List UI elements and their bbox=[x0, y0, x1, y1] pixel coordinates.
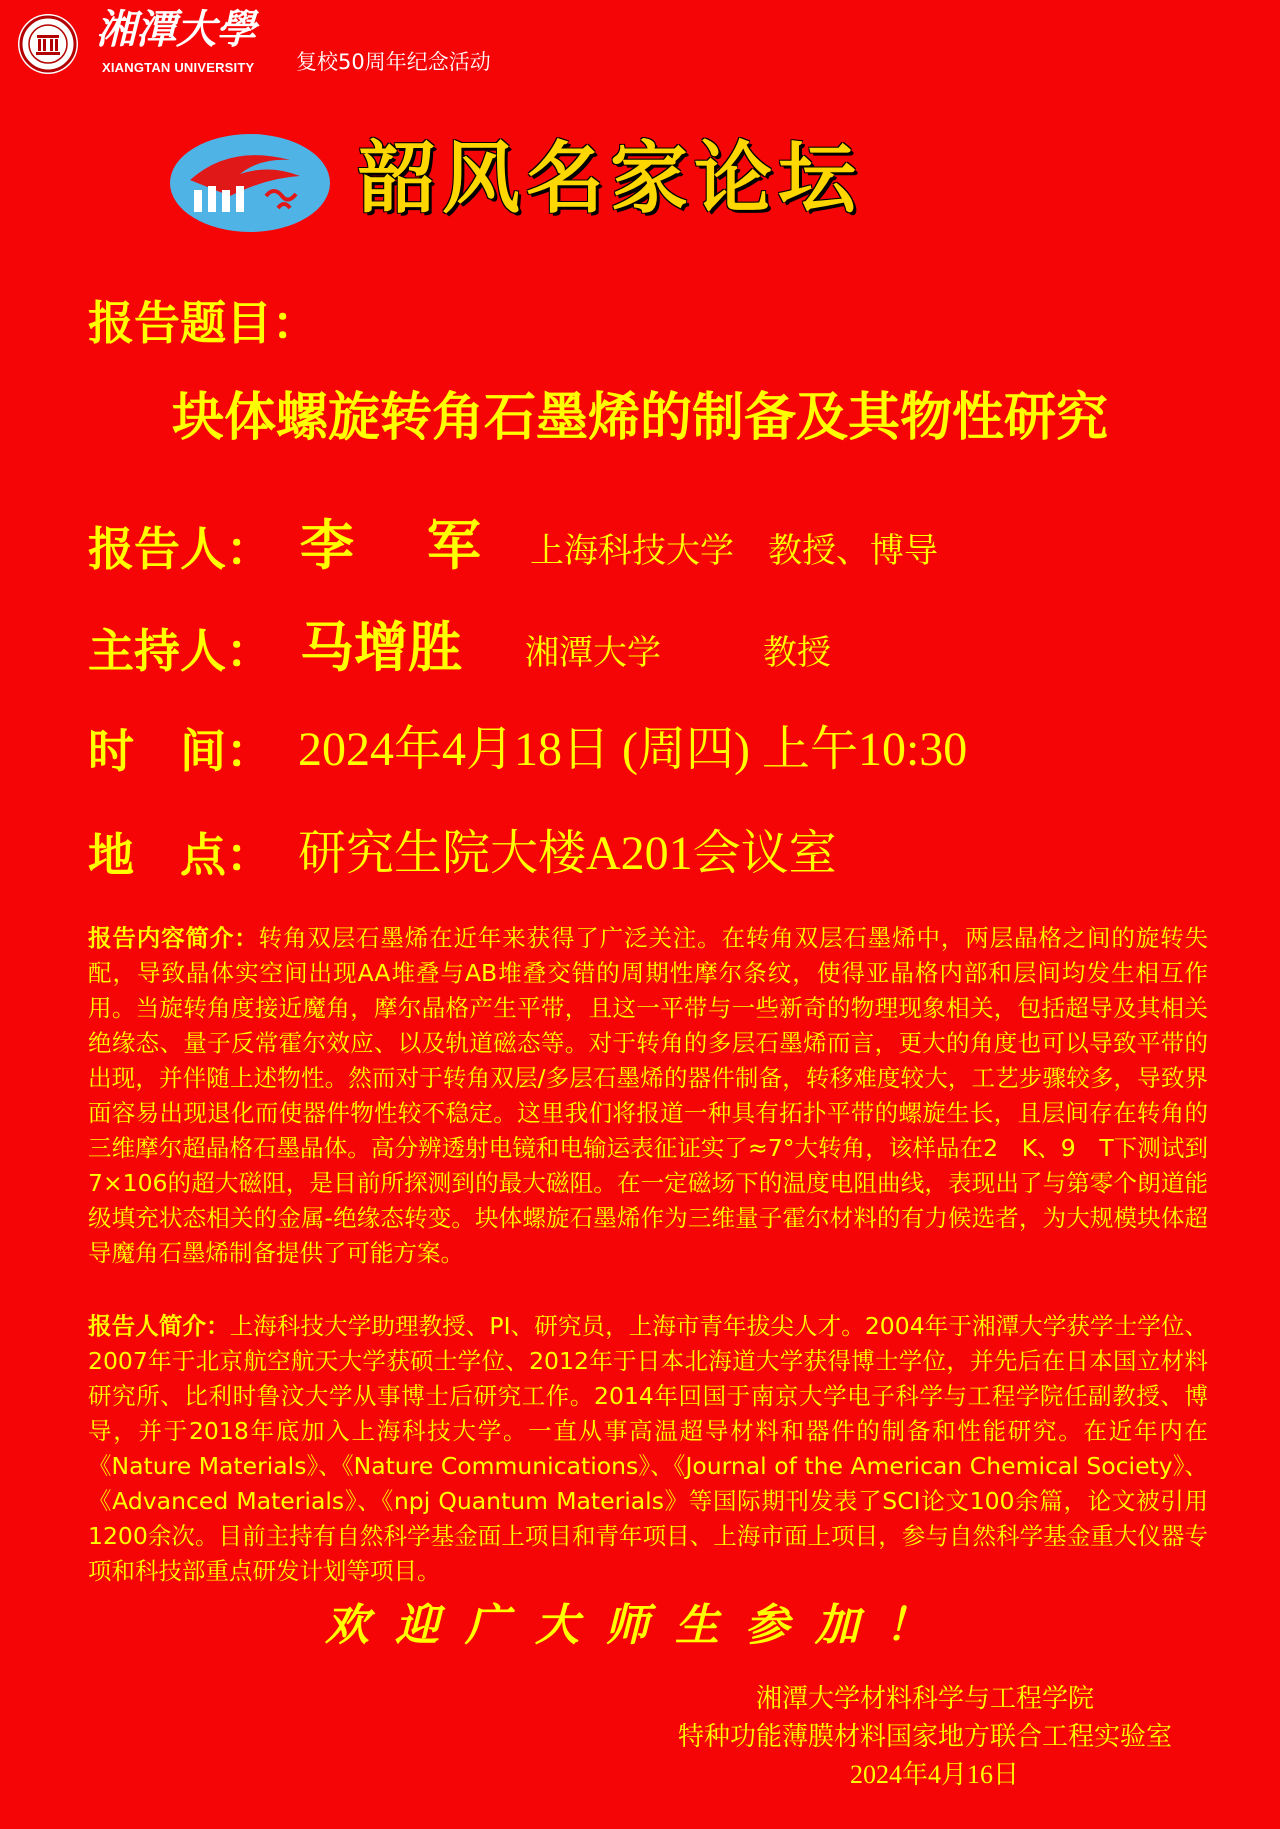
footer-org-1: 湘潭大学材料科学与工程学院 bbox=[756, 1684, 1095, 1714]
university-name-en: XIANGTAN UNIVERSITY bbox=[102, 60, 255, 75]
bio-paragraph bbox=[88, 1309, 1208, 1589]
bio-label: 报告人简介： bbox=[88, 1312, 230, 1340]
report-topic: 块体螺旋转角石墨烯的制备及其物性研究 bbox=[171, 388, 1108, 448]
anniversary-text: 复校50周年纪念活动 bbox=[296, 50, 491, 74]
abstract-label: 报告内容简介： bbox=[88, 924, 259, 952]
forum-logo bbox=[170, 134, 330, 232]
abstract-paragraph bbox=[88, 921, 1208, 1271]
time-label: 时 间： bbox=[88, 724, 272, 778]
university-logo bbox=[18, 14, 78, 74]
university-name-cn: 湘潭大學 bbox=[96, 6, 256, 53]
place-value: 研究生院大楼A201会议室 bbox=[298, 827, 837, 880]
host-label: 主持人： bbox=[88, 624, 272, 678]
footer-org-2: 特种功能薄膜材料国家地方联合工程实验室 bbox=[678, 1722, 1173, 1752]
speaker-affiliation: 上海科技大学 教授、博导 bbox=[530, 531, 938, 571]
host-affiliation: 湘潭大学 教授 bbox=[525, 633, 831, 673]
topic-label: 报告题目： bbox=[88, 296, 318, 350]
host-name: 马增胜 bbox=[300, 615, 462, 679]
place-label: 地 点： bbox=[88, 828, 272, 882]
footer-date: 2024年4月16日 bbox=[850, 1760, 1020, 1789]
welcome-message: 欢迎广大师生参加！ bbox=[325, 1600, 955, 1651]
abstract-text: 转角双层石墨烯在近年来获得了广泛关注。在转角双层石墨烯中，两层晶格之间的旋转失配，导致晶体实空间出现AA堆叠与AB堆叠交错的周期性摩尔条纹，使得亚晶格内部和层间均发生相互作用。当旋转角度接近魔角，摩尔晶格产生平带，且这一平带与一些新奇的物理现象相关，包括超导及其相关绝缘态、量子反常霍尔效应、以及轨道磁态等。对于转角的多层石墨烯而言，更大的角度也可以导致平带的出现，并伴随上述物性。然而对于转角双层/多层石墨烯的器件制备，转移难度较大，工艺步骤较多，导致界面容易出现退化而使器件物性较不稳定。这里我们将报道一种具有拓扑平带的螺旋生长，且层间存在转角的三维摩尔超晶格石墨晶体。高分辨透射电镜和电输运表征证实了≈7°大转角，该样品在2 K、9 T下测试到7×106的超大磁阻，是目前所探测到的最大磁阻。在一定磁场下的温度电阻曲线，表现出了与第零个朗道能级填充状态相关的金属-绝缘态转变。块体螺旋石墨烯作为三维量子霍尔材料的有力候选者，为大规模块体超导魔角石墨烯制备提供了可能方案。 bbox=[88, 924, 1209, 1267]
time-value: 2024年4月18日 (周四) 上午10:30 bbox=[298, 723, 968, 776]
bio-text: 上海科技大学助理教授、PI、研究员，上海市青年拔尖人才。2004年于湘潭大学获学士学位、2007年于北京航空航天大学获硕士学位、2012年于日本北海道大学获得博士学位，并先后在日本国立材料研究所、比利时鲁汶大学从事博士后研究工作。2014年回国于南京大学电子科学与工程学院任副教授、博导，并于2018年底加入上海科技大学。一直从事高温超导材料和器件的制备和性能研究。在近年内在《Nature Materials》、《Nature Communications》、《Journal of the American Chemical Society》、《Advanced Materials》、《npj Quantum Materials》等国际期刊发表了SCI论文100余篇，论文被引用1200余次。目前主持有自然科学基金面上项目和青年项目、上海市面上项目，参与自然科学基金重大仪器专项和科技部重点研发计划等项目。 bbox=[88, 1312, 1208, 1585]
speaker-name: 李 军 bbox=[300, 513, 481, 577]
speaker-label: 报告人： bbox=[88, 522, 272, 576]
forum-title: 韶风名家论坛 bbox=[358, 133, 863, 224]
